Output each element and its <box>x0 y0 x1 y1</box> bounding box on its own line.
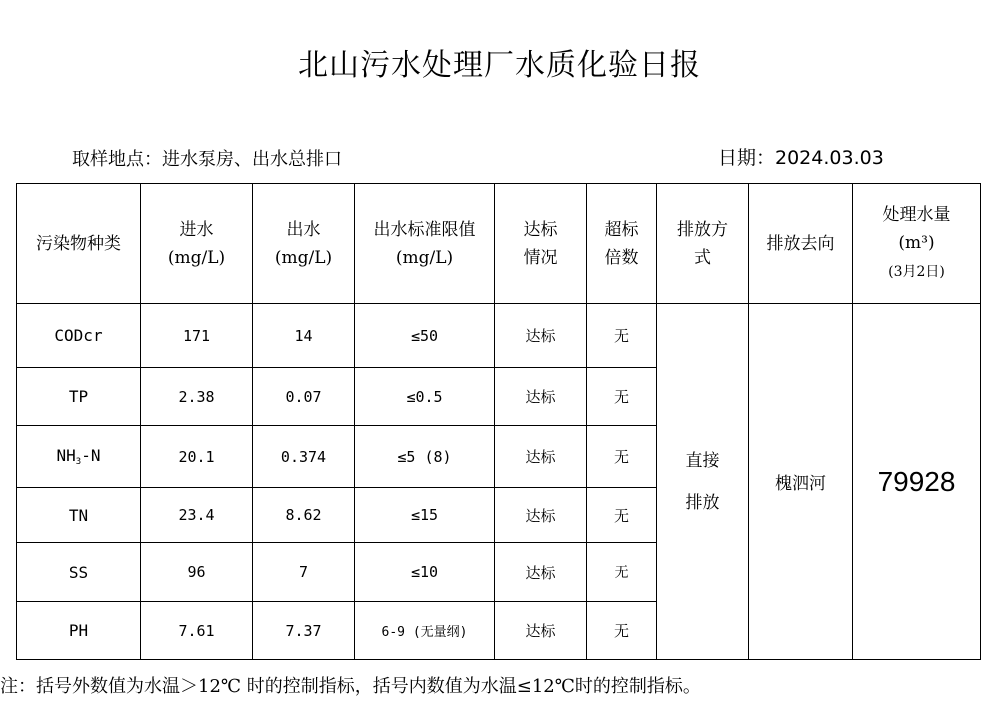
status-value: 达标 <box>495 426 587 488</box>
header-row <box>17 184 981 304</box>
pollutant-name: PH <box>17 602 141 660</box>
table-row <box>17 304 981 368</box>
influent-value: 171 <box>141 304 253 368</box>
status-value: 达标 <box>495 543 587 602</box>
report-date: 日期：2024.03.03 <box>718 147 884 169</box>
limit-value: ≤0.5 <box>355 368 495 426</box>
status-value: 达标 <box>495 602 587 660</box>
header-pollutant: 污染物种类 <box>17 184 141 304</box>
limit-value: ≤10 <box>355 543 495 602</box>
limit-value: 6-9 (无量纲) <box>355 602 495 660</box>
effluent-value: 7 <box>253 543 355 602</box>
footnote: 注：括号外数值为水温＞12℃ 时的控制指标，括号内数值为水温≤12℃时的控制指标。 <box>0 676 701 697</box>
influent-value: 2.38 <box>141 368 253 426</box>
discharge-destination-cell: 槐泗河 <box>749 304 853 660</box>
pollutant-name: TN <box>17 488 141 543</box>
pollutant-name: TP <box>17 368 141 426</box>
effluent-value: 0.07 <box>253 368 355 426</box>
exceed-value: 无 <box>587 543 657 602</box>
sampling-location: 取样地点：进水泵房、出水总排口 <box>72 149 342 170</box>
status-value: 达标 <box>495 304 587 368</box>
effluent-value: 7.37 <box>253 602 355 660</box>
exceed-value: 无 <box>587 304 657 368</box>
header-limit: 出水标准限值 (mg/L) <box>355 184 495 304</box>
discharge-method-cell: 直接 排放 <box>657 304 749 660</box>
header-effluent: 出水 (mg/L) <box>253 184 355 304</box>
header-discharge-method: 排放方 式 <box>657 184 749 304</box>
pollutant-name: CODcr <box>17 304 141 368</box>
effluent-value: 14 <box>253 304 355 368</box>
header-influent: 进水 (mg/L) <box>141 184 253 304</box>
limit-value: ≤5 (8) <box>355 426 495 488</box>
exceed-value: 无 <box>587 426 657 488</box>
influent-value: 7.61 <box>141 602 253 660</box>
header-exceed: 超标 倍数 <box>587 184 657 304</box>
report-title: 北山污水处理厂水质化验日报 <box>298 48 701 83</box>
exceed-value: 无 <box>587 488 657 543</box>
pollutant-name: $NH_3-N$ <box>17 426 141 488</box>
status-value: 达标 <box>495 488 587 543</box>
header-volume: 处理水量 (m³) (3月2日) <box>853 184 981 304</box>
influent-value: 20.1 <box>141 426 253 488</box>
exceed-value: 无 <box>587 602 657 660</box>
header-discharge-destination: 排放去向 <box>749 184 853 304</box>
limit-value: ≤50 <box>355 304 495 368</box>
effluent-value: 0.374 <box>253 426 355 488</box>
water-quality-table <box>16 183 981 660</box>
pollutant-name: SS <box>17 543 141 602</box>
effluent-value: 8.62 <box>253 488 355 543</box>
influent-value: 96 <box>141 543 253 602</box>
status-value: 达标 <box>495 368 587 426</box>
volume-cell: 79928 <box>853 304 981 660</box>
exceed-value: 无 <box>587 368 657 426</box>
limit-value: ≤15 <box>355 488 495 543</box>
header-status: 达标 情况 <box>495 184 587 304</box>
influent-value: 23.4 <box>141 488 253 543</box>
